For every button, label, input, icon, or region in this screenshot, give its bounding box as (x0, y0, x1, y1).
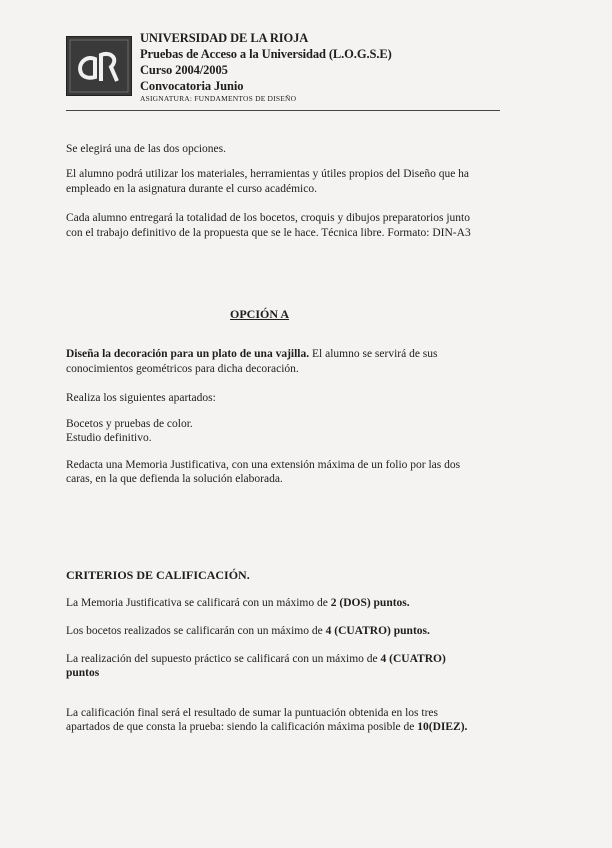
exam-name: Pruebas de Acceso a la Universidad (L.O.G.S.E) (140, 47, 392, 61)
university-logo-icon (66, 36, 132, 96)
university-name: UNIVERSIDAD DE LA RIOJA (140, 31, 309, 45)
final-grade-max: 10(DIEZ). (417, 721, 468, 733)
option-a-task-rest: El alumno se servirá de sus (309, 348, 438, 360)
criteria-item-3-points: 4 (CUATRO) (380, 653, 446, 665)
criteria-item-2-points: 4 (CUATRO) puntos. (325, 625, 430, 637)
intro-paragraph-3-line-2: con el trabajo definitivo de la propuesta que se le hace. Técnica libre. Formato: DIN-A3 (66, 227, 471, 239)
option-a-memoria-line-1: Redacta una Memoria Justificativa, con una extensión máxima de un folio por las dos (66, 459, 461, 471)
criteria-item-1-text: La Memoria Justificativa se calificará con un máximo de (66, 597, 331, 609)
course-year: Curso 2004/2005 (140, 63, 228, 77)
option-a-sections-intro: Realiza los siguientes apartados: (66, 392, 216, 404)
criteria-item-3-text: La realización del supuesto práctico se calificará con un máximo de (66, 653, 381, 665)
exam-call: Convocatoria Junio (140, 79, 244, 93)
option-a-memoria-line-2: caras, en la que defienda la solución elaborada. (66, 473, 283, 485)
criteria-item-2-text: Los bocetos realizados se calificarán con un máximo de (66, 625, 326, 637)
criteria-item-1-points: 2 (DOS) puntos. (330, 597, 410, 609)
final-grade-line-1: La calificación final será el resultado de sumar la puntuación obtenida en los tres (66, 707, 439, 719)
intro-paragraph-2-line-2: empleado en la asignatura durante el curso académico. (66, 183, 317, 195)
header-divider (66, 110, 500, 111)
criteria-item-1 (66, 596, 410, 611)
criteria-title: CRITERIOS DE CALIFICACIÓN. (66, 568, 250, 582)
intro-paragraph-1: Se elegirá una de las dos opciones. (66, 143, 226, 155)
criteria-item-3-line-2: puntos (66, 667, 100, 679)
option-a-task-bold: Diseña la decoración para un plato de una vajilla. (66, 348, 310, 360)
option-a-title: OPCIÓN A (230, 307, 290, 321)
option-a-task-line-2: conocimientos geométricos para dicha decoración. (66, 363, 299, 375)
option-a-task-line-1 (66, 347, 438, 362)
final-grade-text: apartados de que consta la prueba: siendo la calificación máxima posible de (66, 721, 418, 733)
option-a-item-2: Estudio definitivo. (66, 432, 152, 444)
intro-paragraph-3-line-1: Cada alumno entregará la totalidad de los bocetos, croquis y dibujos preparatorios junto (66, 212, 470, 224)
final-grade-line-2 (66, 720, 467, 735)
intro-paragraph-2-line-1: El alumno podrá utilizar los materiales, herramientas y útiles propios del Diseño que ha (66, 168, 470, 180)
criteria-item-2 (66, 624, 430, 639)
subject-name: ASIGNATURA: FUNDAMENTOS DE DISEÑO (140, 94, 297, 103)
criteria-item-3-line-1 (66, 652, 446, 667)
option-a-item-1: Bocetos y pruebas de color. (66, 418, 193, 430)
